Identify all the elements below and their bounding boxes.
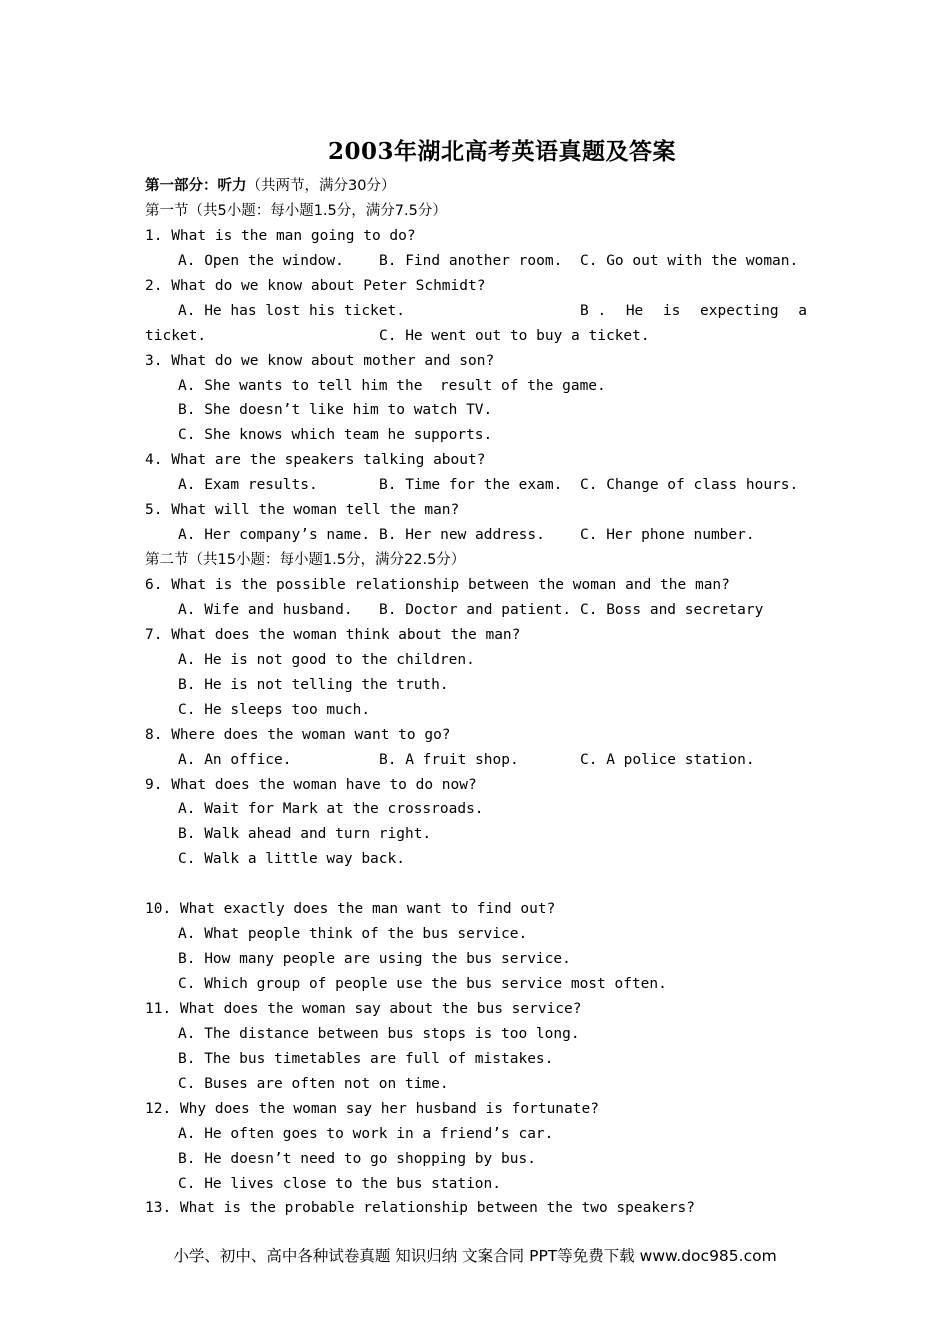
option-a: A. An office. bbox=[178, 751, 292, 768]
option-a: A. Her company’s name. bbox=[178, 527, 371, 544]
section-heading: 第一节（共5小题：每小题1.5分，满分7.5分） bbox=[145, 202, 447, 219]
option-b-word: a bbox=[798, 302, 807, 319]
option-row bbox=[145, 299, 817, 324]
option-a: A. Wife and husband. bbox=[178, 601, 353, 618]
option-c: C. She knows which team he supports. bbox=[178, 427, 493, 444]
option-c: C. Which group of people use the bus service most often. bbox=[178, 976, 667, 992]
option-b: B. Walk ahead and turn right. bbox=[178, 826, 432, 843]
option-c: C. Change of class hours. bbox=[580, 477, 799, 494]
option-c: C. He sleeps too much. bbox=[178, 701, 371, 718]
option-c: C. Go out with the woman. bbox=[580, 252, 799, 269]
option-c: C. He lives close to the bus station. bbox=[178, 1175, 502, 1192]
option-row bbox=[145, 249, 817, 274]
option-b: B. She doesn’t like him to watch TV. bbox=[178, 402, 493, 419]
option-row bbox=[145, 473, 817, 498]
option-a: A. He has lost his ticket. bbox=[178, 302, 405, 319]
option-a: A. He is not good to the children. bbox=[178, 651, 475, 668]
option-b-word: is bbox=[662, 302, 681, 319]
option-a: A. He often goes to work in a friend’s car. bbox=[178, 1125, 554, 1142]
part-heading-bold: 第一部分：听力 bbox=[145, 178, 247, 194]
option-b: B. Her new address. bbox=[379, 527, 545, 544]
option-b: B. He doesn’t need to go shopping by bus. bbox=[178, 1150, 536, 1167]
option-b: B. Doctor and patient. bbox=[379, 601, 572, 618]
section-heading: 第二节（共15小题：每小题1.5分，满分22.5分） bbox=[145, 552, 466, 569]
option-b: B. A fruit shop. bbox=[379, 751, 519, 768]
option-c: C. Her phone number. bbox=[580, 527, 755, 544]
option-row bbox=[145, 598, 817, 623]
option-a: A. Open the window. bbox=[178, 252, 344, 269]
question-stem: 1. What is the man going to do? bbox=[145, 227, 416, 244]
option-b: B. He is not telling the truth. bbox=[178, 676, 449, 693]
question-stem: 2. What do we know about Peter Schmidt? bbox=[145, 277, 486, 294]
page-footer: 小学、初中、高中各种试卷真题 知识归纳 文案合同 PPT等免费下载 www.doc985.com bbox=[173, 1247, 777, 1265]
option-c: C. Walk a little way back. bbox=[178, 851, 405, 868]
option-b: B. Find another room. bbox=[379, 252, 563, 269]
part-heading-rest: （共两节，满分30分） bbox=[246, 178, 396, 194]
page-title: 2003年湖北高考英语真题及答案 bbox=[327, 138, 676, 165]
option-a: A. Wait for Mark at the crossroads. bbox=[178, 801, 484, 818]
option-b-justified bbox=[580, 299, 807, 324]
option-b: B. Time for the exam. bbox=[379, 477, 563, 494]
question-stem: 3. What do we know about mother and son? bbox=[145, 352, 495, 369]
option-a: A. She wants to tell him the result of the game. bbox=[178, 377, 606, 394]
question-stem: 11. What does the woman say about the bus service? bbox=[145, 1000, 582, 1017]
question-stem: 9. What does the woman have to do now? bbox=[145, 776, 477, 793]
blank-line bbox=[145, 872, 817, 897]
option-row bbox=[145, 523, 817, 548]
option-b-continued: ticket. bbox=[145, 327, 207, 344]
option-a: A. What people think of the bus service. bbox=[178, 926, 528, 943]
question-stem: 12. Why does the woman say her husband is fortunate? bbox=[145, 1100, 599, 1117]
question-stem: 7. What does the woman think about the man? bbox=[145, 626, 521, 643]
exam-content bbox=[145, 174, 817, 1221]
option-a: A. The distance between bus stops is too long. bbox=[178, 1025, 580, 1042]
option-b-word: He bbox=[625, 302, 644, 319]
question-stem: 8. Where does the woman want to go? bbox=[145, 726, 451, 743]
option-row bbox=[145, 748, 817, 773]
question-stem: 10. What exactly does the man want to find out? bbox=[145, 901, 556, 918]
option-row bbox=[145, 324, 817, 349]
option-b: B. The bus timetables are full of mistakes. bbox=[178, 1050, 554, 1067]
option-c: C. A police station. bbox=[580, 751, 755, 768]
question-stem: 6. What is the possible relationship between the woman and the man? bbox=[145, 577, 730, 593]
option-b-word: expecting bbox=[700, 302, 779, 319]
option-c: C. He went out to buy a ticket. bbox=[379, 327, 650, 344]
option-b-word: B . bbox=[580, 302, 607, 319]
question-stem: 13. What is the probable relationship between the two speakers? bbox=[145, 1200, 695, 1217]
option-c: C. Boss and secretary bbox=[580, 601, 764, 618]
question-stem: 4. What are the speakers talking about? bbox=[145, 452, 486, 469]
part-heading bbox=[145, 174, 817, 199]
option-a: A. Exam results. bbox=[178, 477, 318, 494]
option-b: B. How many people are using the bus service. bbox=[178, 951, 571, 968]
option-c: C. Buses are often not on time. bbox=[178, 1075, 449, 1092]
question-stem: 5. What will the woman tell the man? bbox=[145, 502, 460, 519]
